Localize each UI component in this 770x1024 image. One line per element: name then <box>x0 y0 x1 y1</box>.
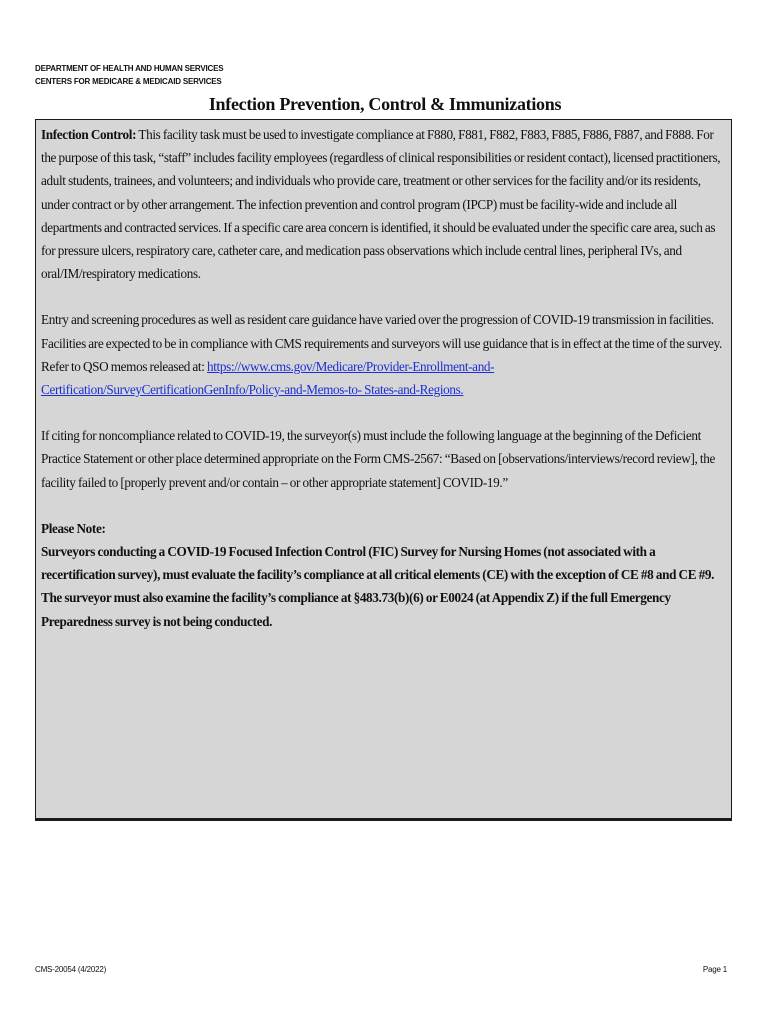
agency-header <box>35 62 223 88</box>
centers-name: CENTERS FOR MEDICARE & MEDICAID SERVICES <box>35 77 222 86</box>
form-number: CMS-20054 (4/2022) <box>35 965 107 974</box>
instructions-box <box>35 119 732 821</box>
citing-paragraph: If citing for noncompliance related to COVID-19, the surveyor(s) must include the following language at the beginning of the Deficient Practice Statement or other place determined appropriate on the Form CMS-2567: “Based on [observations/interviews/record review], the facility failed to [properly prevent and/or contain – or other appropriate statement] COVID-19.” <box>41 428 715 490</box>
note-heading: Please Note: <box>41 520 106 536</box>
note-paragraph: Surveyors conducting a COVID-19 Focused Infection Control (FIC) Survey for Nursing Homes (not associated with a recertification survey), must evaluate the facility’s compliance at all critical elements (CE) with the exception of CE #8 and CE #9. The surveyor must also examine the facility’s compliance at §483.73(b)(6) or E0024 (at Appendix Z) if the full Emergency Preparedness survey is not being conducted. <box>41 544 715 629</box>
qso-memos-link[interactable]: https://www.cms.gov/Medicare/Provider-Enrollment-and-Certification/SurveyCertificationGenInfo/Policy-and-Memos-to- States-and-Regions. <box>41 358 495 398</box>
entry-screening-paragraph <box>41 308 726 401</box>
infection-control-text: This facility task must be used to investigate compliance at F880, F881, F882, F883, F885, F886, F887, and F888. For the purpose of this task, “staff” includes facility employees (regardless of clinical responsibilities or resident contact), licensed practitioners, adult students, trainees, and volunteers; and individuals who provide care, treatment or other services for the facility and/or its residents, under contract or by other arrangement. The infection prevention and control program (IPCP) must be facility-wide and include all departments and contracted services. If a specific care area concern is identified, it should be evaluated under the specific care area, such as for pressure ulcers, respiratory care, catheter care, and medication pass observations which include central lines, peripheral IVs, and oral/IM/respiratory medications. <box>41 127 721 282</box>
department-name: DEPARTMENT OF HEALTH AND HUMAN SERVICES <box>35 64 224 73</box>
infection-control-label: Infection Control: <box>41 127 137 142</box>
page-title: Infection Prevention, Control & Immunizations <box>208 94 562 114</box>
page-number: Page 1 <box>702 965 727 974</box>
infection-control-paragraph <box>41 123 726 285</box>
entry-screening-text: Entry and screening procedures as well as resident care guidance have varied over the progression of COVID-19 transmission in facilities. Facilities are expected to be in compliance with CMS requirements and surveyors will use guidance that is in effect at the time of the survey. Refer to QSO memos released at: <box>41 312 722 374</box>
